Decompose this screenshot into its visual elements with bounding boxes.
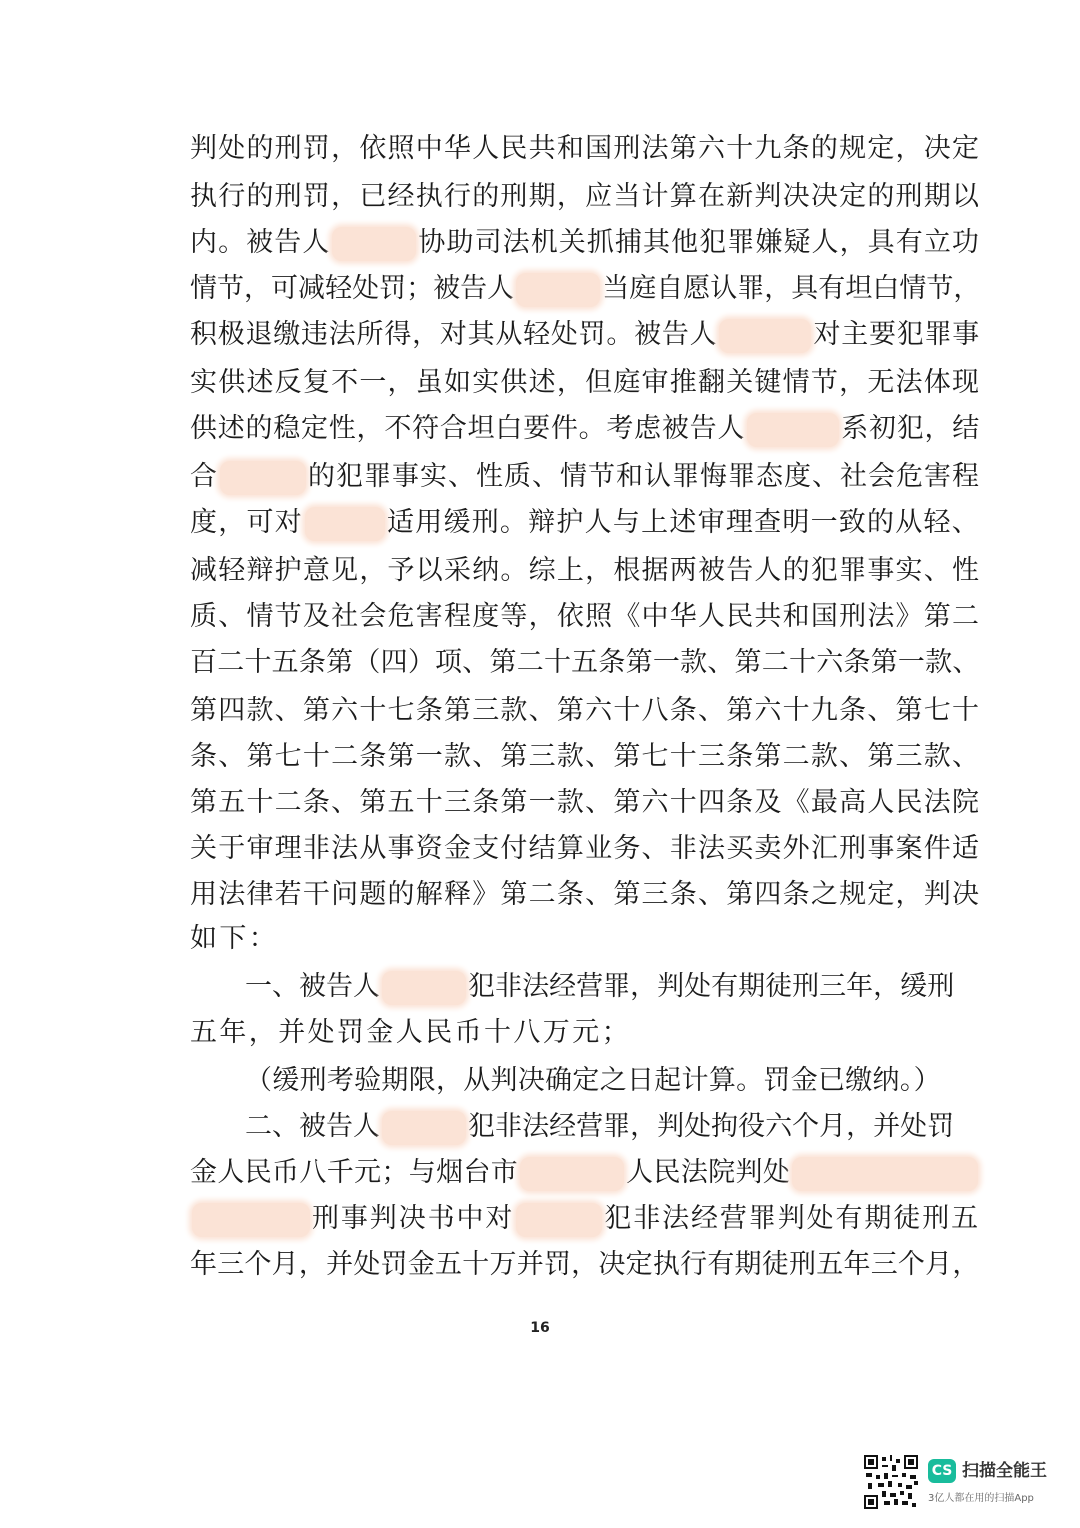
line-text: 内。被告人 [190,227,331,258]
line-text: 犯非法经营罪，判处有期徒刑三年，缓刑 [468,971,955,1002]
text-line [190,646,980,680]
text-line [190,554,980,588]
redacted-name [516,1203,602,1237]
redacted-name [382,971,466,1005]
line-text: 度，可对 [190,507,303,538]
line-text: 人民法院判处 [626,1157,791,1188]
text-line [190,366,980,400]
line-text: 实供述反复不一，虽如实供述，但庭审推翻关键情节，无法体现 [190,367,981,398]
camscanner-watermark [864,1455,1064,1511]
line-text: 合 [190,461,218,492]
redacted-name [220,461,306,495]
text-line [190,506,980,540]
text-line [190,318,980,352]
line-text: 第五十二条、第五十三条第一款、第六十四条及《最高人民法院 [190,787,981,818]
line-text: 犯非法经营罪判处有期徒刑五 [604,1203,981,1234]
line-text: 刑事判决书中对 [312,1203,515,1234]
redacted-name [516,273,600,307]
line-text: 对主要犯罪事 [813,319,981,350]
line-text: 金人民币八千元；与烟台市 [190,1157,519,1188]
line-text: 当庭自愿认罪，具有坦白情节， [602,273,981,304]
redacted-name [305,507,385,541]
text-line [190,272,980,306]
line-text: 关于审理非法从事资金支付结算业务、非法买卖外汇刑事案件适 [190,833,981,864]
line-text: 如下： [190,923,279,954]
line-text: 积极退缴违法所得，对其从轻处罚。被告人 [190,319,718,350]
text-line [190,832,980,866]
qr-code-icon [864,1455,918,1509]
text-line [190,460,980,494]
redacted-name [719,319,811,353]
redacted-name [792,1157,978,1191]
line-text: 一、被告人 [245,971,381,1002]
camscanner-logo-icon: CS [928,1459,956,1483]
line-text: 第四款、第六十七条第三款、第六十八条、第六十九条、第七十 [190,695,981,726]
line-text: 条、第七十二条第一款、第三款、第七十三条第二款、第三款、 [190,741,981,772]
text-line [190,1202,980,1236]
text-line [190,132,980,166]
text-line [190,1156,980,1190]
line-text: 减轻辩护意见，予以采纳。综上，根据两被告人的犯罪事实、性 [190,555,981,586]
text-line [190,922,980,956]
text-line [190,878,980,912]
line-text: 执行的刑罚，已经执行的刑期，应当计算在新判决决定的刑期以 [190,181,981,212]
page-number: 16 [530,1320,550,1336]
line-text: 质、情节及社会危害程度等，依照《中华人民共和国刑法》第二 [190,601,981,632]
text-line [190,694,980,728]
line-text: 用法律若干问题的解释》第二条、第三条、第四条之规定，判决 [190,879,981,910]
line-text: 的犯罪事实、性质、情节和认罪悔罪态度、社会危害程 [308,461,980,492]
line-text: 百二十五条第（四）项、第二十五条第一款、第二十六条第一款、 [190,647,980,678]
redacted-name [747,413,839,447]
text-line [190,786,980,820]
line-text: （缓刑考验期限，从判决确定之日起计算。罚金已缴纳。） [245,1065,941,1096]
text-line [190,1016,980,1050]
line-text: 五年，并处罚金人民币十八万元； [190,1017,631,1048]
redacted-name [192,1203,310,1237]
redacted-name [332,227,416,261]
redacted-name [382,1111,466,1145]
text-line [190,970,1035,1004]
camscanner-app-name: 扫描全能王 [962,1461,1047,1481]
line-text: 情节，可减轻处罚；被告人 [190,273,515,304]
line-text: 供述的稳定性，不符合坦白要件。考虑被告人 [190,413,746,444]
text-line [190,180,980,214]
line-text: 犯非法经营罪，判处拘役六个月，并处罚 [468,1111,955,1142]
text-line [190,1248,980,1282]
line-text: 适用缓刑。辩护人与上述审理查明一致的从轻、 [386,507,981,538]
line-text: 二、被告人 [245,1111,381,1142]
line-text: 年三个月，并处罚金五十万并罚，决定执行有期徒刑五年三个月， [190,1249,980,1280]
camscanner-slogan: 3亿人都在用的扫描App [928,1493,1034,1504]
text-line [190,1064,1035,1098]
text-line [190,740,980,774]
text-line [190,412,980,446]
text-line [190,600,980,634]
line-text: 判处的刑罚，依照中华人民共和国刑法第六十九条的规定，决定 [190,133,981,164]
line-text: 协助司法机关抓捕其他犯罪嫌疑人，具有立功 [418,227,981,258]
redacted-name [520,1157,624,1191]
text-line [190,1110,1035,1144]
text-line [190,226,980,260]
line-text: 系初犯，结 [841,413,981,444]
